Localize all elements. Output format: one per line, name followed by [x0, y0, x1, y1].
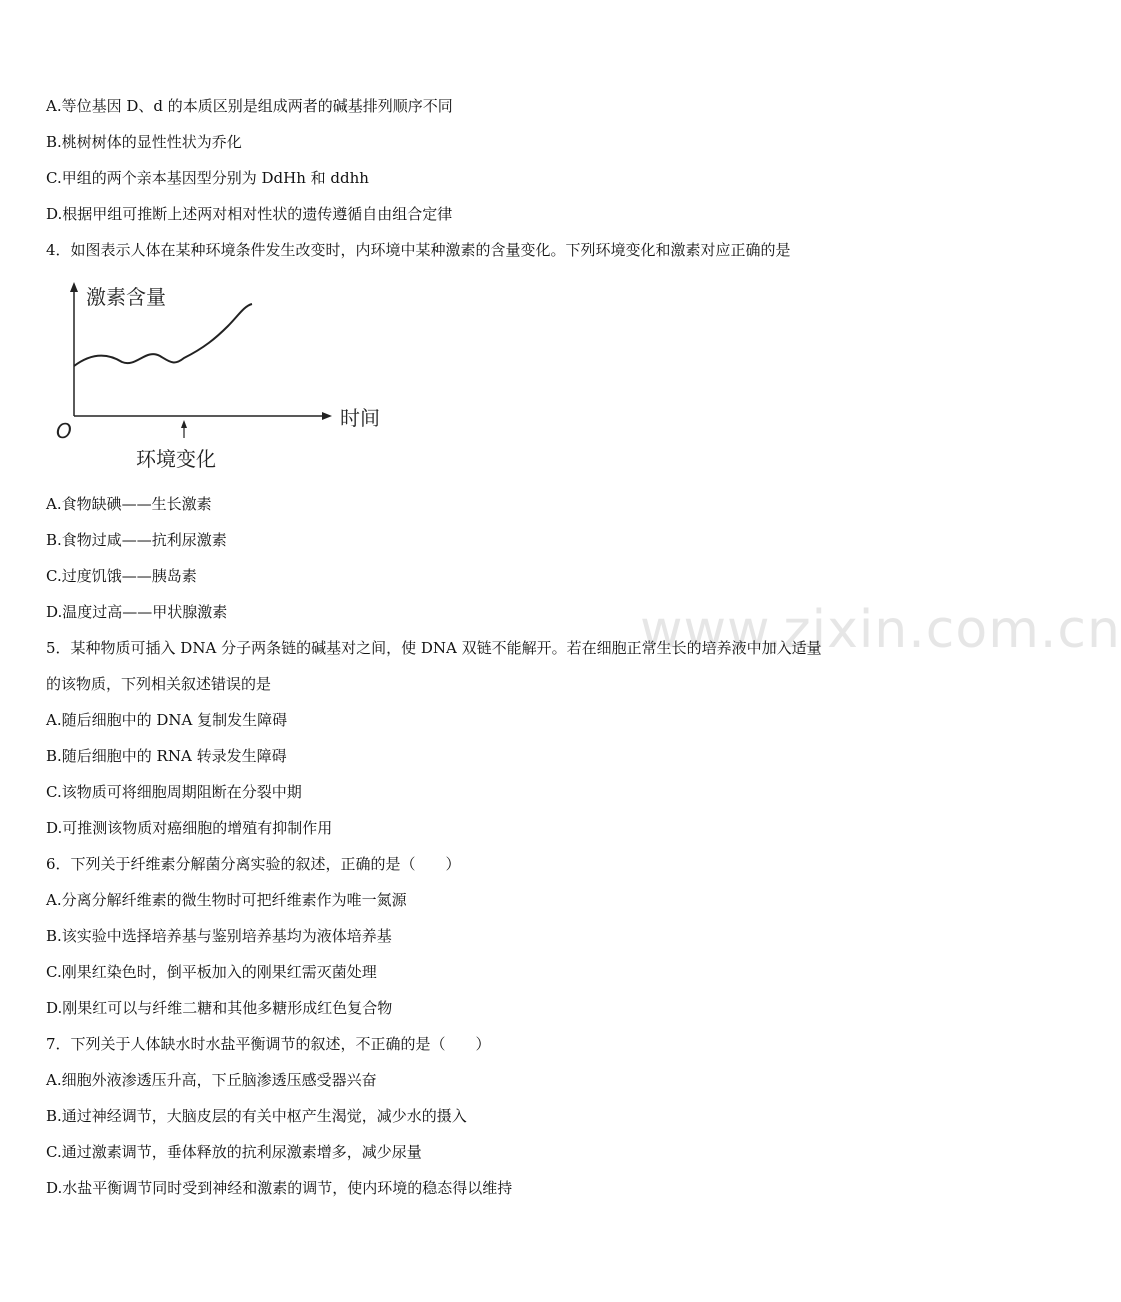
question-6-option-d: D.刚果红可以与纤维二糖和其他多糖形成红色复合物 [46, 999, 393, 1017]
x-axis-arrow [322, 412, 332, 420]
question-6-stem: 6．下列关于纤维素分解菌分离实验的叙述，正确的是（ ） [46, 855, 461, 873]
hormone-curve [74, 304, 252, 366]
option-d: D.根据甲组可推断上述两对相对性状的遗传遵循自由组合定律 [46, 205, 453, 223]
question-5-stem-line-1: 5．某种物质可插入 DNA 分子两条链的碱基对之间，使 DNA 双链不能解开。若在细胞正常生长的培养液中加入适量 [46, 639, 822, 657]
y-axis-label: 激素含量 [86, 285, 166, 309]
question-4-option-a: A.食物缺碘——生长激素 [46, 495, 212, 513]
hormone-curve-figure [56, 278, 396, 474]
question-7-option-b: B.通过神经调节，大脑皮层的有关中枢产生渴觉，减少水的摄入 [46, 1107, 467, 1125]
question-4-option-c: C.过度饥饿——胰岛素 [46, 567, 197, 585]
question-7-option-c: C.通过激素调节，垂体释放的抗利尿激素增多，减少尿量 [46, 1143, 422, 1161]
question-4-option-b: B.食物过咸——抗利尿激素 [46, 531, 227, 549]
option-b: B.桃树树体的显性性状为乔化 [46, 133, 242, 151]
option-c: C.甲组的两个亲本基因型分别为 DdHh 和 ddhh [46, 169, 369, 187]
question-5-option-d: D.可推测该物质对癌细胞的增殖有抑制作用 [46, 819, 333, 837]
question-4-option-d: D.温度过高——甲状腺激素 [46, 603, 228, 621]
y-axis-arrow [70, 282, 78, 292]
question-7-option-a: A.细胞外液渗透压升高，下丘脑渗透压感受器兴奋 [46, 1071, 377, 1089]
question-7-option-d: D.水盐平衡调节同时受到神经和激素的调节，使内环境的稳态得以维持 [46, 1179, 513, 1197]
question-5-stem-line-2: 的该物质，下列相关叙述错误的是 [46, 675, 272, 693]
question-5-option-c: C.该物质可将细胞周期阻断在分裂中期 [46, 783, 302, 801]
hormone-curve-svg [56, 278, 396, 474]
watermark: www.zixin.com.cn [640, 600, 1121, 660]
environment-change-label: 环境变化 [136, 447, 216, 471]
question-6-option-c: C.刚果红染色时，倒平板加入的刚果红需灭菌处理 [46, 963, 377, 981]
option-a: A.等位基因 D、d 的本质区别是组成两者的碱基排列顺序不同 [46, 97, 453, 115]
origin-label: O [56, 419, 72, 443]
question-6-option-a: A.分离分解纤维素的微生物时可把纤维素作为唯一氮源 [46, 891, 407, 909]
question-5-option-a: A.随后细胞中的 DNA 复制发生障碍 [46, 711, 288, 729]
x-axis-label: 时间 [340, 406, 380, 430]
question-4-stem: 4．如图表示人体在某种环境条件发生改变时，内环境中某种激素的含量变化。下列环境变化和激素对应正确的是 [46, 241, 791, 259]
environment-change-arrowhead [181, 420, 187, 428]
question-7-stem: 7．下列关于人体缺水时水盐平衡调节的叙述，不正确的是（ ） [46, 1035, 491, 1053]
question-6-option-b: B.该实验中选择培养基与鉴别培养基均为液体培养基 [46, 927, 392, 945]
question-5-option-b: B.随后细胞中的 RNA 转录发生障碍 [46, 747, 287, 765]
